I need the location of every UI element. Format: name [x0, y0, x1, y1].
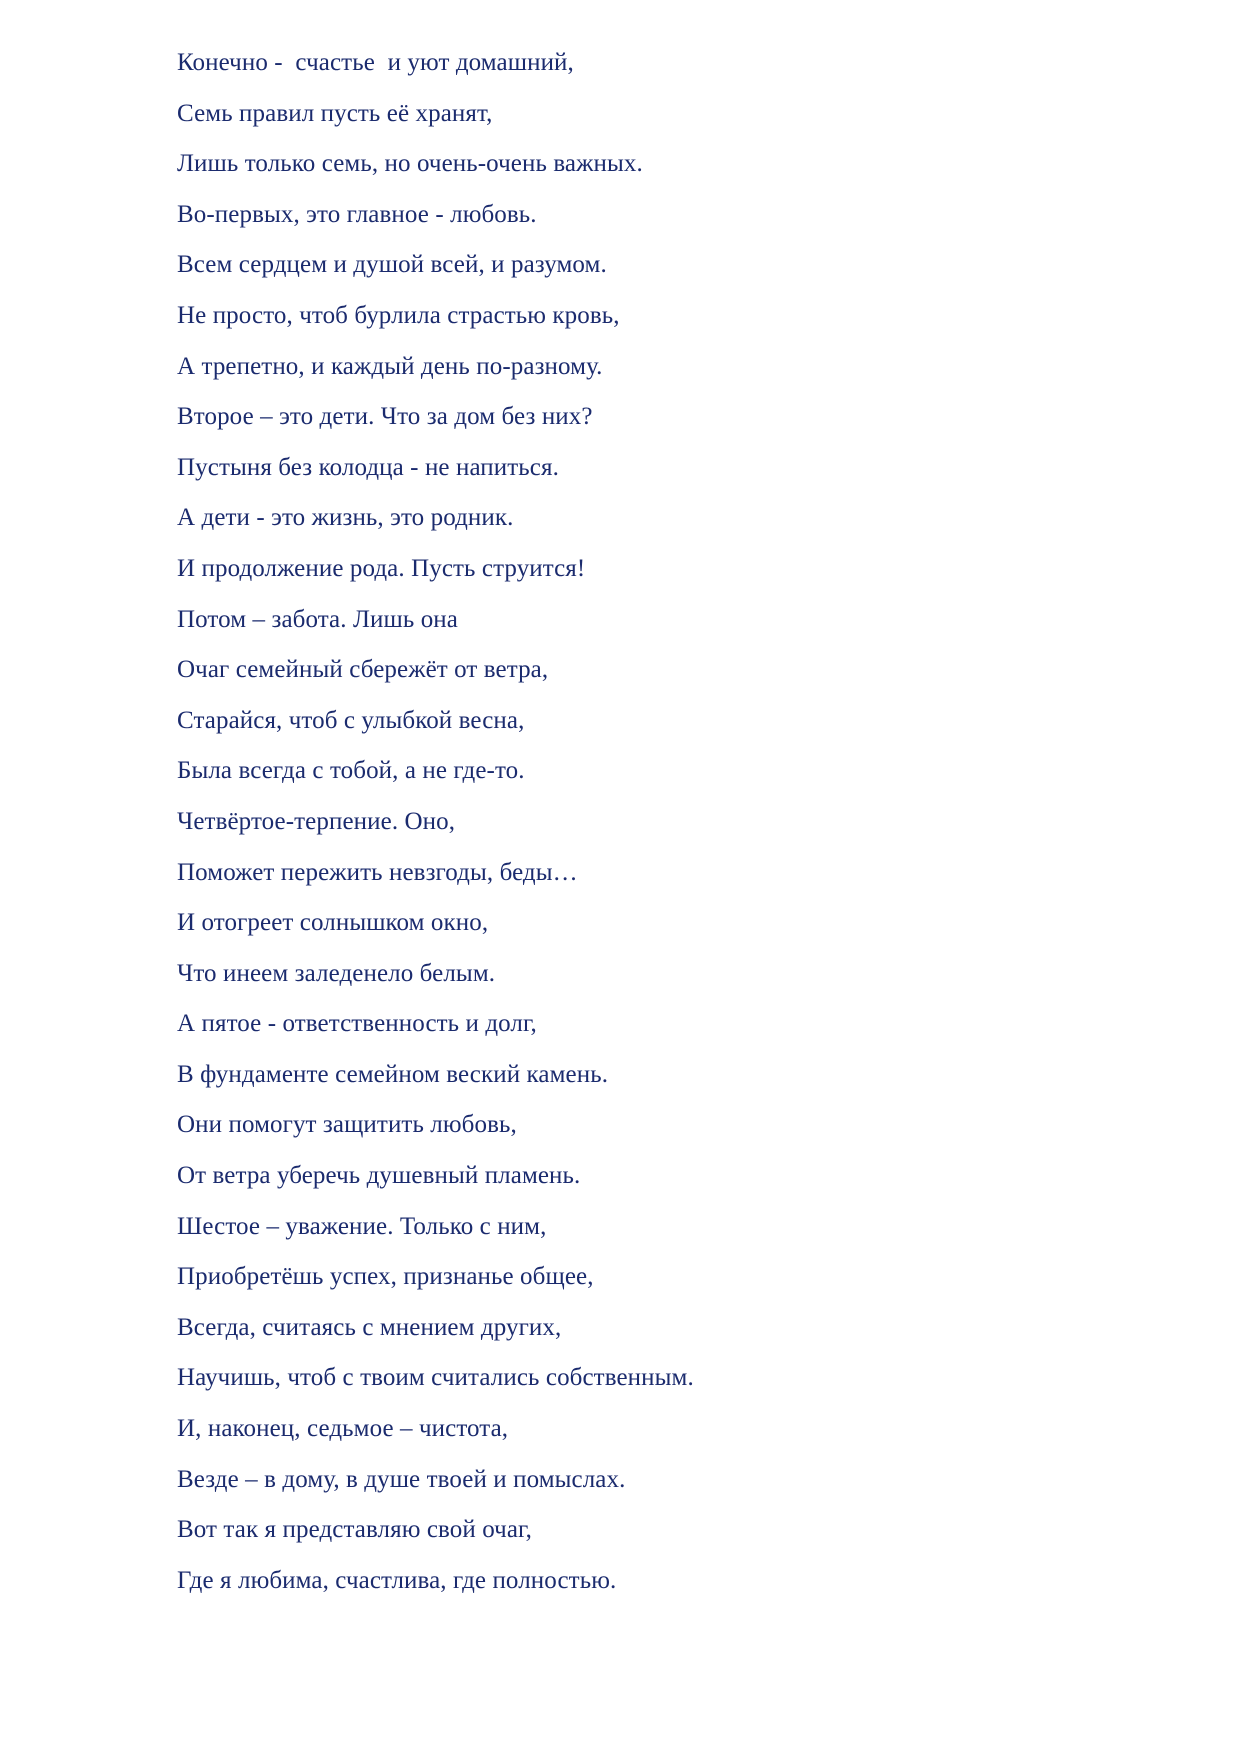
- poem-line: А пятое - ответственность и долг,: [177, 1010, 537, 1038]
- poem-line: От ветра уберечь душевный пламень.: [177, 1162, 581, 1190]
- poem-line: Очаг семейный сбережёт от ветра,: [177, 656, 549, 684]
- poem-line: Лишь только семь, но очень-очень важных.: [177, 150, 643, 178]
- poem-line: Пустыня без колодца - не напиться.: [177, 453, 559, 481]
- poem-line: Они помогут защитить любовь,: [177, 1111, 517, 1139]
- poem-line: Семь правил пусть её хранят,: [177, 99, 493, 127]
- poem-line: Старайся, чтоб с улыбкой весна,: [177, 706, 525, 734]
- poem-line: Конечно - счастье и уют домашний,: [177, 49, 574, 76]
- poem-line: Второе – это дети. Что за дом без них?: [177, 403, 593, 431]
- poem-line: И, наконец, седьмое – чистота,: [177, 1415, 509, 1443]
- poem-text: [177, 38, 694, 1606]
- poem-line: Везде – в дому, в душе твоей и помыслах.: [177, 1465, 626, 1493]
- poem-line: А трепетно, и каждый день по-разному.: [177, 352, 603, 380]
- poem-line: Во-первых, это главное - любовь.: [177, 200, 537, 228]
- poem-line: Поможет пережить невзгоды, беды…: [177, 858, 578, 886]
- poem-line: Всегда, считаясь с мнением других,: [177, 1313, 562, 1341]
- poem-line: Что инеем заледенело белым.: [177, 959, 496, 987]
- poem-line: И продолжение рода. Пусть струится!: [177, 554, 586, 582]
- poem-line: Была всегда с тобой, а не где-то.: [177, 757, 525, 785]
- poem-line: Где я любима, счастлива, где полностью.: [177, 1566, 617, 1594]
- poem-line: Потом – забота. Лишь она: [177, 605, 458, 633]
- poem-line: Научишь, чтоб с твоим считались собственным.: [177, 1364, 694, 1392]
- poem-line: Вот так я представляю свой очаг,: [177, 1516, 532, 1544]
- poem-line: А дети - это жизнь, это родник.: [177, 504, 514, 532]
- poem-line: Не просто, чтоб бурлила страстью кровь,: [177, 301, 620, 329]
- poem-line: Четвёртое-терпение. Оно,: [177, 807, 456, 835]
- poem-line: Приобретёшь успех, признанье общее,: [177, 1263, 594, 1291]
- poem-line: Всем сердцем и душой всей, и разумом.: [177, 251, 607, 279]
- poem-line: В фундаменте семейном веский камень.: [177, 1060, 609, 1088]
- poem-line: И отогреет солнышком окно,: [177, 909, 489, 937]
- poem-line: Шестое – уважение. Только с ним,: [177, 1212, 547, 1240]
